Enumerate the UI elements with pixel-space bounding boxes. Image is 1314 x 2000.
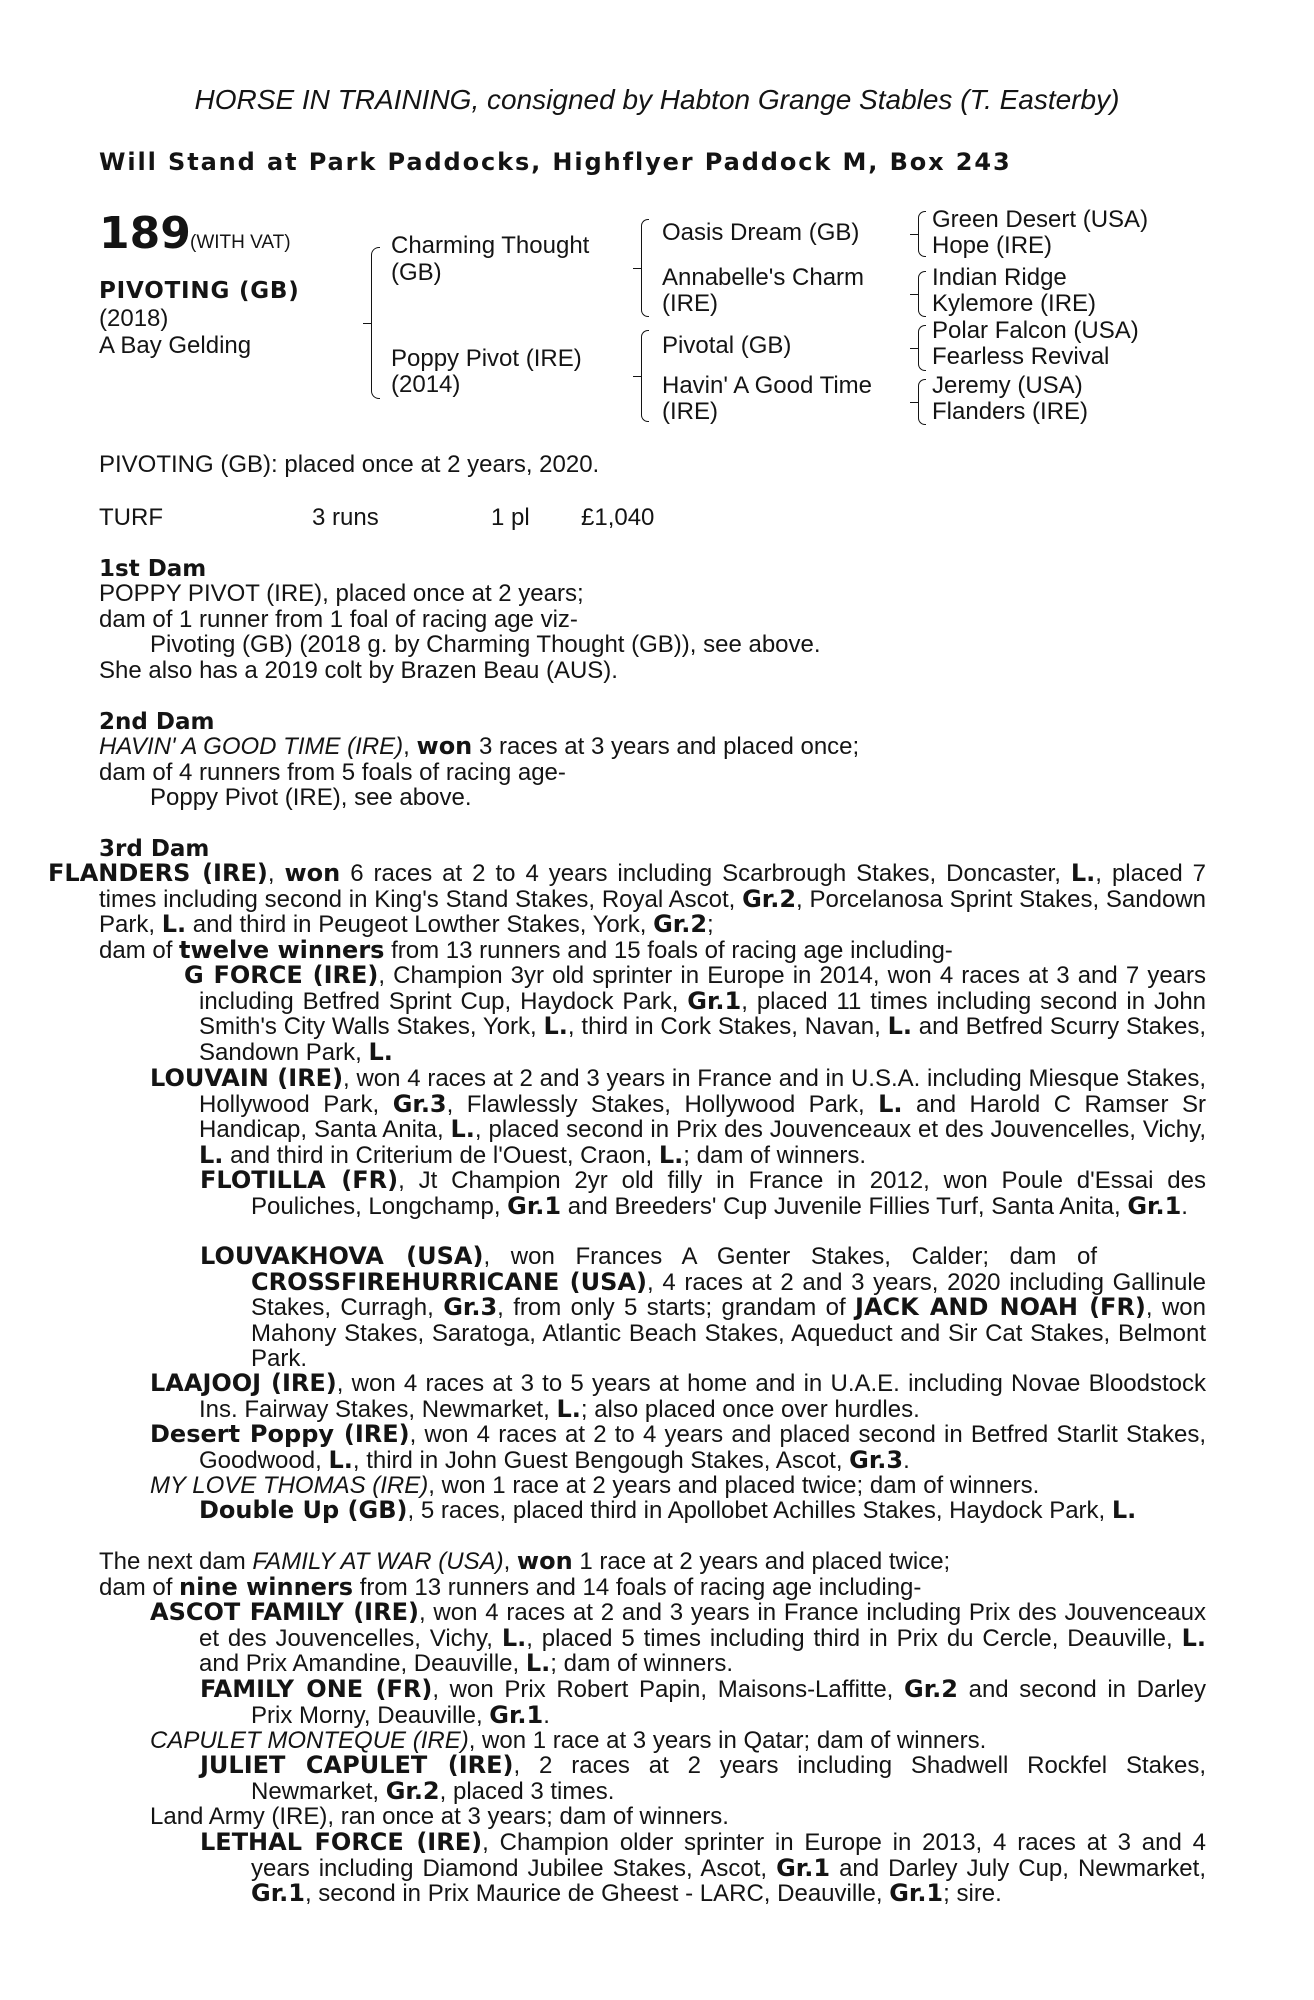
third-dam-heading: 3rd Dam [99,836,210,862]
first-dam-line: Pivoting (GB) (2018 g. by Charming Thought (GB)), see above. [150,631,821,658]
sire-name: Charming Thought [391,232,590,259]
progeny-juliet-capulet: JULIET CAPULET (IRE), 2 races at 2 years including Shadwell Rockfel Stakes, Newmarket, Gr.2, placed 3 times. [200,1751,1207,1805]
progeny-ascot-family: ASCOT FAMILY (IRE), won 4 races at 2 and 3 years in France including Prix des Jouvenceaux et des Jouvencelles, Vichy, L., placed 5 times including third in Prix du Cercle, Deauville, L. and Prix Amandine, Deauville, L.; dam of winners. [150,1598,1206,1677]
pedigree-brace [918,211,926,257]
sire-country: (GB) [391,259,442,286]
first-dam-line: She also has a 2019 colt by Brazen Beau (AUS). [99,657,618,684]
second-dam-line: dam of 4 runners from 5 foals of racing age- [99,759,566,786]
progeny-double-up: Double Up (GB), 5 races, placed third in Apollobet Achilles Stakes, Haydock Park, L. [199,1496,1137,1524]
next-dam-line: The next dam FAMILY AT WAR (USA), won 1 race at 2 years and placed twice; [99,1547,951,1575]
progeny-lethal-force: LETHAL FORCE (IRE), Champion older sprinter in Europe in 2013, 4 races at 3 and 4 years including Diamond Jubilee Stakes, Ascot, Gr.1 and Darley July Cup, Newmarket, Gr.1, second in Prix Maurice de Gheest - LARC, Deauville, Gr.1; sire. [200,1828,1207,1907]
vat-note: (WITH VAT) [190,232,291,253]
dam-sire: Pivotal (GB) [662,332,792,359]
third-dam-summary: FLANDERS (IRE), won 6 races at 2 to 4 years including Scarbrough Stakes, Doncaster, L., placed 7 times including second in King's Stand Stakes, Royal Ascot, Gr.2, Porcelanosa Sprint Stakes, Sandown Park, L. and third in Peugeot Lowther Stakes, York, Gr.2; [48,859,1206,938]
consignor-heading: HORSE IN TRAINING, consigned by Habton Grange Stables (T. Easterby) [194,84,1120,115]
dss: Polar Falcon (USA) [932,317,1139,344]
progeny-desert-poppy: Desert Poppy (IRE), won 4 races at 2 to 4 years and placed second in Betfred Starlit Stakes, Goodwood, L., third in John Guest Bengough Stakes, Ascot, Gr.3. [150,1420,1206,1474]
dam-name: Poppy Pivot (IRE) [391,345,582,372]
first-dam-line: dam of 1 runner from 1 foal of racing age viz- [99,606,578,633]
progeny-louvain: LOUVAIN (IRE), won 4 races at 2 and 3 years in France and in U.S.A. including Miesque Stakes, Hollywood Park, Gr.3, Flawlessly Stakes, Hollywood Park, L. and Harold C Ramser Sr Handicap, Santa Anita, L., placed second in Prix des Jouvenceaux et des Jouvencelles, Vichy, L. and third in Criterium de l'Ouest, Craon, L.; dam of winners. [150,1064,1207,1169]
progeny-family-one: FAMILY ONE (FR), won Prix Robert Papin, Maisons-Laffitte, Gr.2 and second in Darley Prix Morny, Deauville, Gr.1. [200,1675,1207,1729]
record-earnings: £1,040 [581,504,655,531]
progeny-land-army: Land Army (IRE), ran once at 3 years; dam of winners. [150,1803,729,1830]
horse-name: PIVOTING (GB) [99,278,300,304]
progeny-capulet-monteque: CAPULET MONTEQUE (IRE), won 1 race at 3 years in Qatar; dam of winners. [150,1727,987,1754]
second-dam-line: Poppy Pivot (IRE), see above. [150,784,472,811]
pedigree-brace [371,247,380,399]
lot-number: 189 [99,208,191,259]
progeny-flotilla: FLOTILLA (FR), Jt Champion 2yr old filly in France in 2012, won Poule d'Essai des Pouliches, Longchamp, Gr.1 and Breeders' Cup Juvenile Fillies Turf, Santa Anita, Gr.1. [200,1166,1206,1220]
progeny-g-force: G FORCE (IRE), Champion 3yr old sprinter in Europe in 2014, won 4 races at 3 and 7 years including Betfred Sprint Cup, Haydock Park, Gr.1, placed 11 times including second in John Smith's City Walls Stakes, York, L., third in Cork Stakes, Navan, L. and Betfred Scurry Stakes, Sandown Park, L. [184,961,1207,1066]
third-dam-produce: dam of twelve winners from 13 runners and 15 foals of racing age including- [99,936,953,964]
pedigree-brace [918,379,926,425]
next-dam-produce: dam of nine winners from 13 runners and 14 foals of racing age including- [99,1573,922,1601]
stand-location: Will Stand at Park Paddocks, Highflyer Paddock M, Box 243 [99,148,1012,176]
record-runs: 3 runs [312,504,379,531]
dsd: Fearless Revival [932,343,1110,370]
pedigree-brace [641,330,649,422]
sss: Green Desert (USA) [932,206,1149,233]
horse-year: (2018) [99,305,169,332]
dds: Jeremy (USA) [932,372,1083,399]
second-dam-heading: 2nd Dam [99,709,215,735]
pedigree-brace [918,271,926,317]
second-dam-line: HAVIN' A GOOD TIME (IRE), won 3 races at 3 years and placed once; [99,732,860,760]
record-placed: 1 pl [491,504,530,531]
sire-sire: Oasis Dream (GB) [662,219,860,246]
dam-year: (2014) [391,371,461,398]
pedigree-brace [641,219,649,317]
progeny-louvakhova: LOUVAKHOVA (USA), won Frances A Genter Stakes, Calder; dam of CROSSFIREHURRICANE (USA), 4 races at 2 and 3 years, 2020 including Gallinule Stakes, Curragh, Gr.3, from only 5 starts; grandam of JACK AND NOAH (FR), won Mahony Stakes, Saratoga, Atlantic Beach Stakes, Aqueduct and Sir Cat Stakes, Belmont Park. [200,1242,1206,1372]
first-dam-line: POPPY PIVOT (IRE), placed once at 2 years; [99,580,584,607]
first-dam-heading: 1st Dam [99,556,207,582]
pedigree-brace [918,325,926,371]
dam-dam: Havin' A Good Time [662,372,873,399]
sire-dam: Annabelle's Charm [662,264,865,291]
record-surface: TURF [99,504,163,531]
progeny-my-love-thomas: MY LOVE THOMAS (IRE), won 1 race at 2 years and placed twice; dam of winners. [150,1472,1040,1499]
sdd: Kylemore (IRE) [932,290,1097,317]
ssd: Hope (IRE) [932,232,1053,259]
sire-dam-country: (IRE) [662,290,718,317]
race-summary: PIVOTING (GB): placed once at 2 years, 2020. [99,451,600,478]
dam-dam-country: (IRE) [662,398,718,425]
ddd: Flanders (IRE) [932,398,1089,425]
sds: Indian Ridge [932,264,1067,291]
progeny-laajooj: LAAJOOJ (IRE), won 4 races at 3 to 5 years at home and in U.A.E. including Novae Bloodstock Ins. Fairway Stakes, Newmarket, L.; also placed once over hurdles. [150,1369,1207,1423]
horse-description: A Bay Gelding [99,332,252,359]
